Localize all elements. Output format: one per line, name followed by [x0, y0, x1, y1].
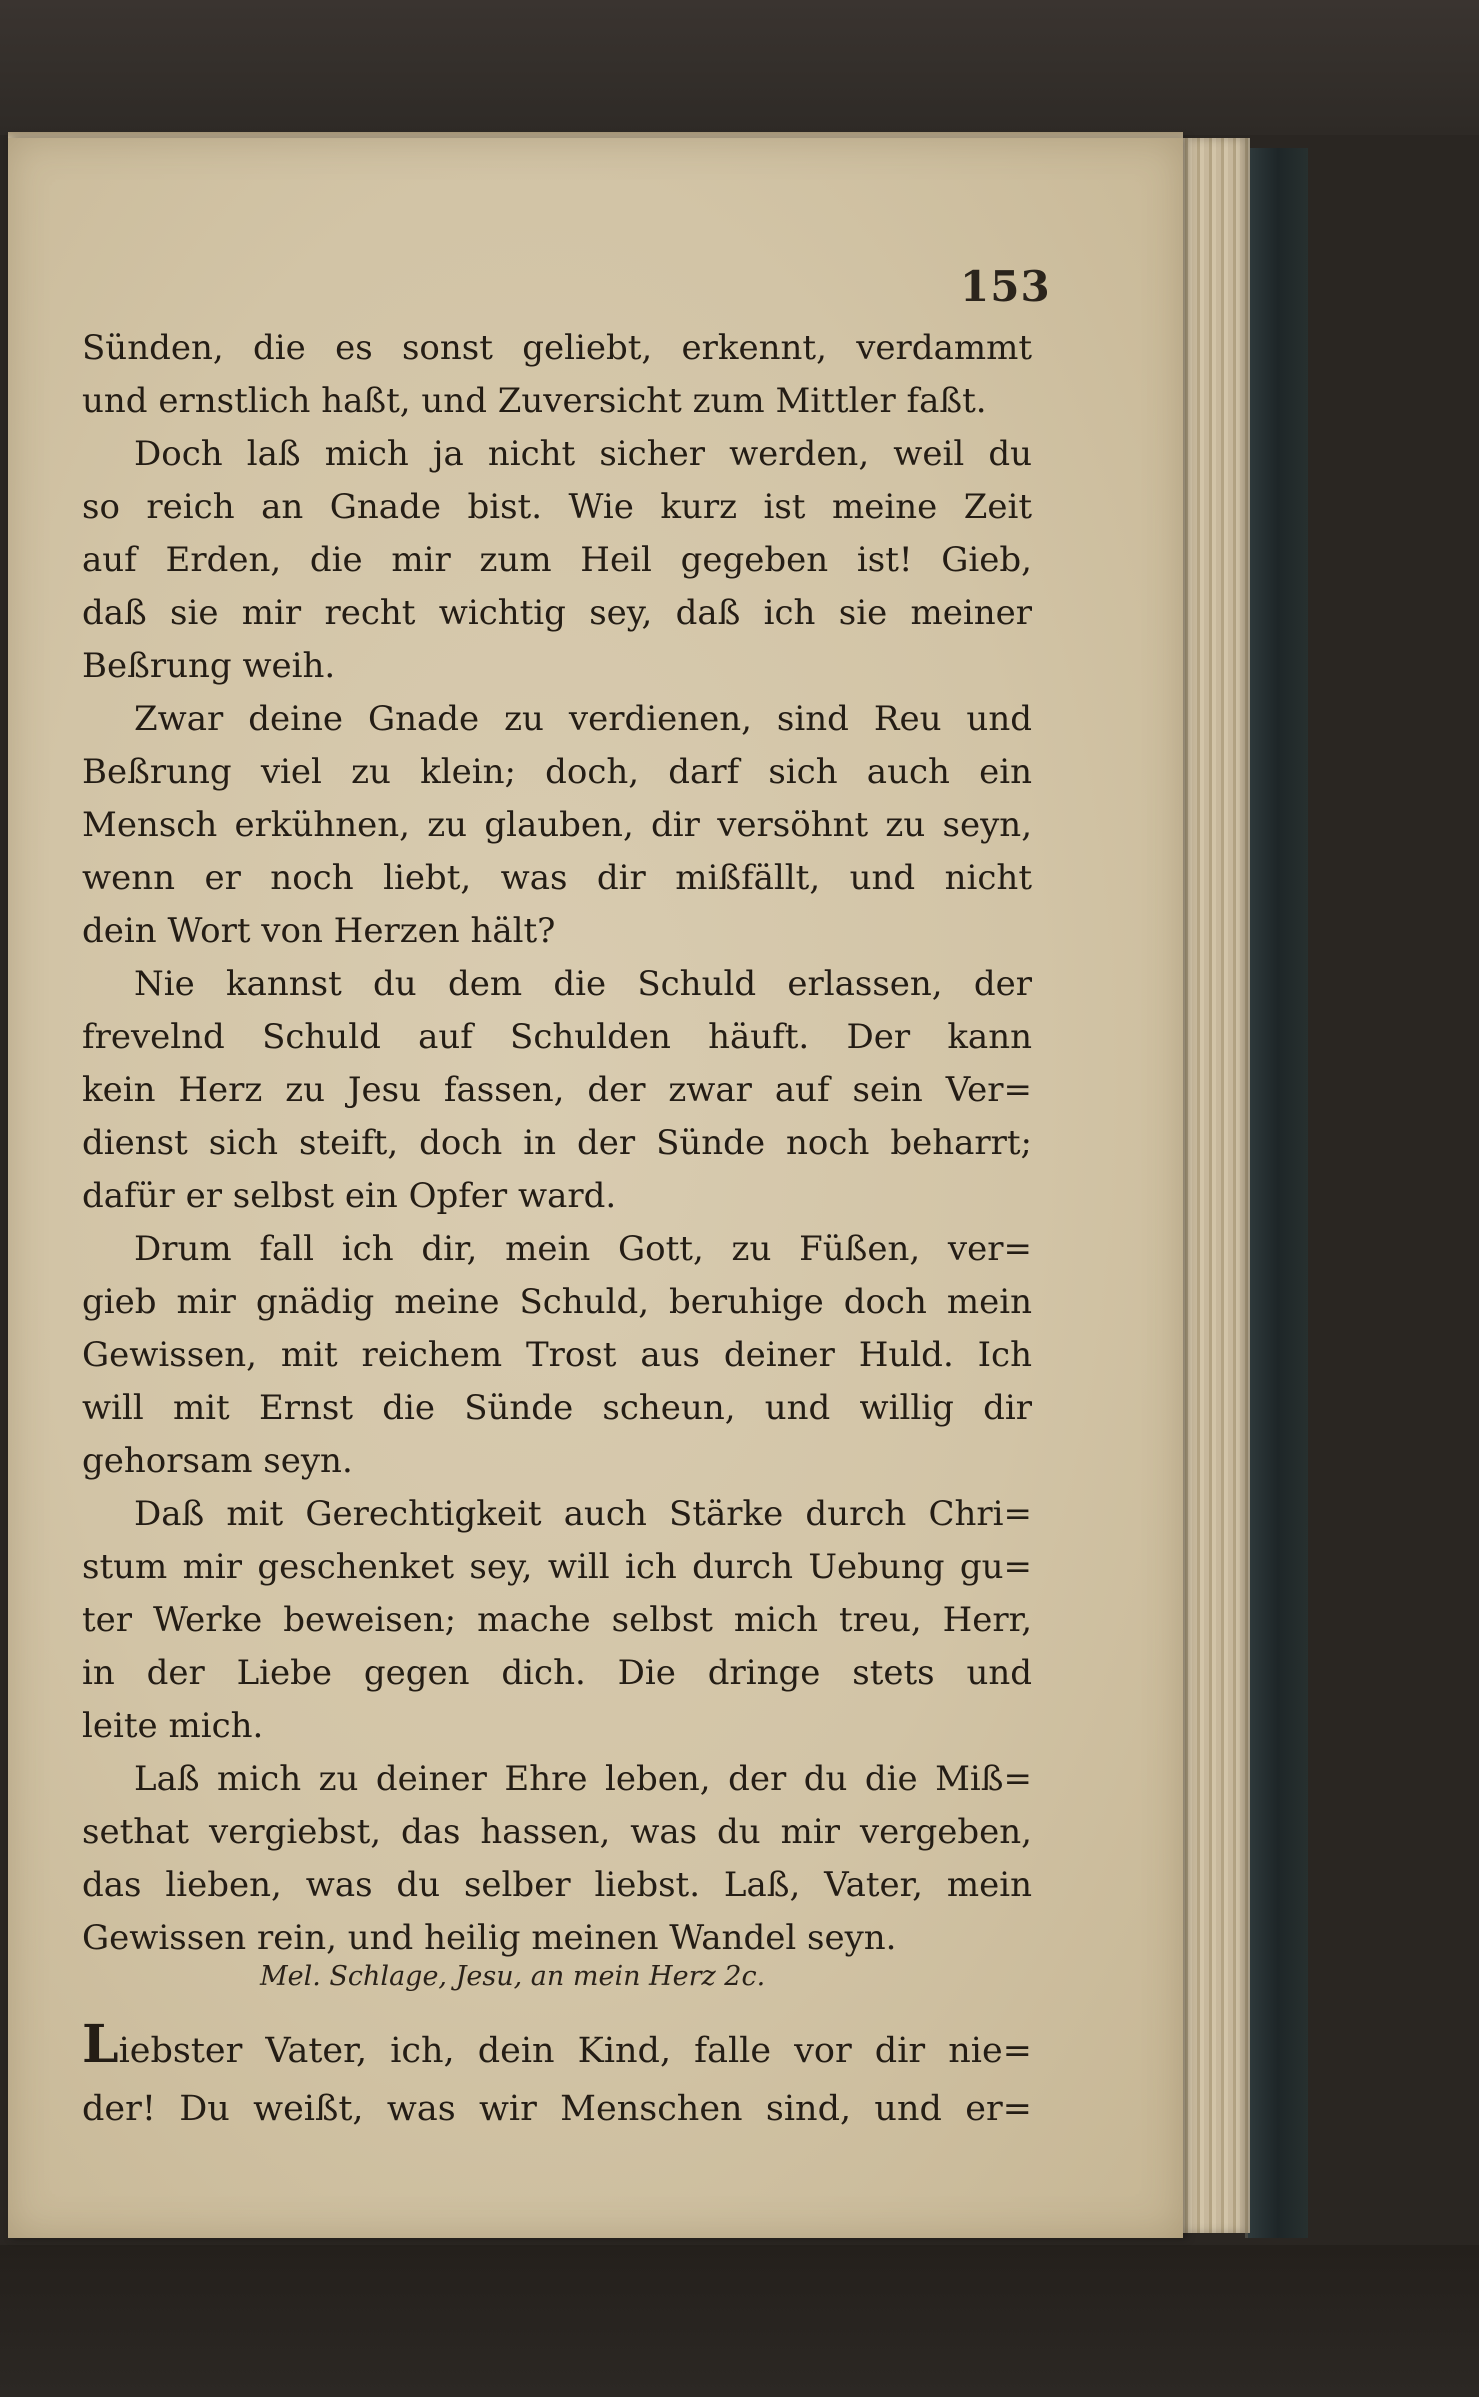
text-line: will mit Ernst die Sünde scheun, und willig dir: [82, 1388, 1032, 1428]
verse-line-first: [82, 2022, 1032, 2080]
text-line: dafür er selbst ein Opfer ward.: [82, 1176, 617, 1216]
verse-line: der! Du weißt, was wir Menschen sind, und er=: [82, 2089, 1032, 2129]
text-line: Gewissen, mit reichem Trost aus deiner Huld. Ich: [82, 1335, 1032, 1375]
text-line: Beßrung viel zu klein; doch, darf sich auch ein: [82, 752, 1032, 792]
text-line: Drum fall ich dir, mein Gott, zu Füßen, ver=: [134, 1229, 1032, 1269]
text-line: Laß mich zu deiner Ehre leben, der du die Miß=: [134, 1759, 1032, 1799]
text-line: in der Liebe gegen dich. Die dringe stets und: [82, 1653, 1032, 1693]
text-line: Mensch erkühnen, zu glauben, dir versöhnt zu seyn,: [82, 805, 1032, 845]
text-line: Zwar deine Gnade zu verdienen, sind Reu und: [134, 699, 1032, 739]
text-line: das lieben, was du selber liebst. Laß, Vater, mein: [82, 1865, 1032, 1905]
text-line: auf Erden, die mir zum Heil gegeben ist! Gieb,: [82, 540, 1032, 580]
drop-cap: L: [82, 2022, 119, 2075]
text-line: leite mich.: [82, 1706, 264, 1746]
body-text: [82, 322, 1032, 1965]
text-line: so reich an Gnade bist. Wie kurz ist meine Zeit: [82, 487, 1032, 527]
text-line: dein Wort von Herzen hält?: [82, 911, 556, 951]
text-line: Nie kannst du dem die Schuld erlassen, der: [134, 964, 1032, 1004]
text-line: und ernstlich haßt, und Zuversicht zum Mittler faßt.: [82, 381, 987, 421]
melody-reference: Mel. Schlage, Jesu, an mein Herz 2c.: [260, 1961, 766, 1992]
text-line: daß sie mir recht wichtig sey, daß ich sie meiner: [82, 593, 1032, 633]
text-line: kein Herz zu Jesu fassen, der zwar auf sein Ver=: [82, 1070, 1032, 1110]
text-line: stum mir geschenket sey, will ich durch Uebung gu=: [82, 1547, 1032, 1587]
text-line: gehorsam seyn.: [82, 1441, 353, 1481]
text-line: dienst sich steift, doch in der Sünde noch beharrt;: [82, 1123, 1032, 1163]
text-line: ter Werke beweisen; mache selbst mich treu, Herr,: [82, 1600, 1032, 1640]
text-line: gieb mir gnädig meine Schuld, beruhige doch mein: [82, 1282, 1032, 1322]
hymn-verse: [82, 2022, 1032, 2138]
text-line: frevelnd Schuld auf Schulden häuft. Der kann: [82, 1017, 1032, 1057]
page-number: 153: [960, 262, 1051, 311]
text-line: Doch laß mich ja nicht sicher werden, weil du: [134, 434, 1032, 474]
text-line: wenn er noch liebt, was dir mißfällt, und nicht: [82, 858, 1032, 898]
background-top: [0, 0, 1479, 135]
text-line: Gewissen rein, und heilig meinen Wandel seyn.: [82, 1918, 897, 1958]
text-line: sethat vergiebst, das hassen, was du mir vergeben,: [82, 1812, 1032, 1852]
verse-line-text: iebster Vater, ich, dein Kind, falle vor dir nie=: [118, 2031, 1032, 2071]
book-cover-edge: [1245, 148, 1308, 2238]
text-line: Daß mit Gerechtigkeit auch Stärke durch Chri=: [134, 1494, 1032, 1534]
text-line: Beßrung weih.: [82, 646, 336, 686]
text-line: Sünden, die es sonst geliebt, erkennt, verdammt: [82, 328, 1032, 368]
background-bottom: [0, 2245, 1479, 2397]
